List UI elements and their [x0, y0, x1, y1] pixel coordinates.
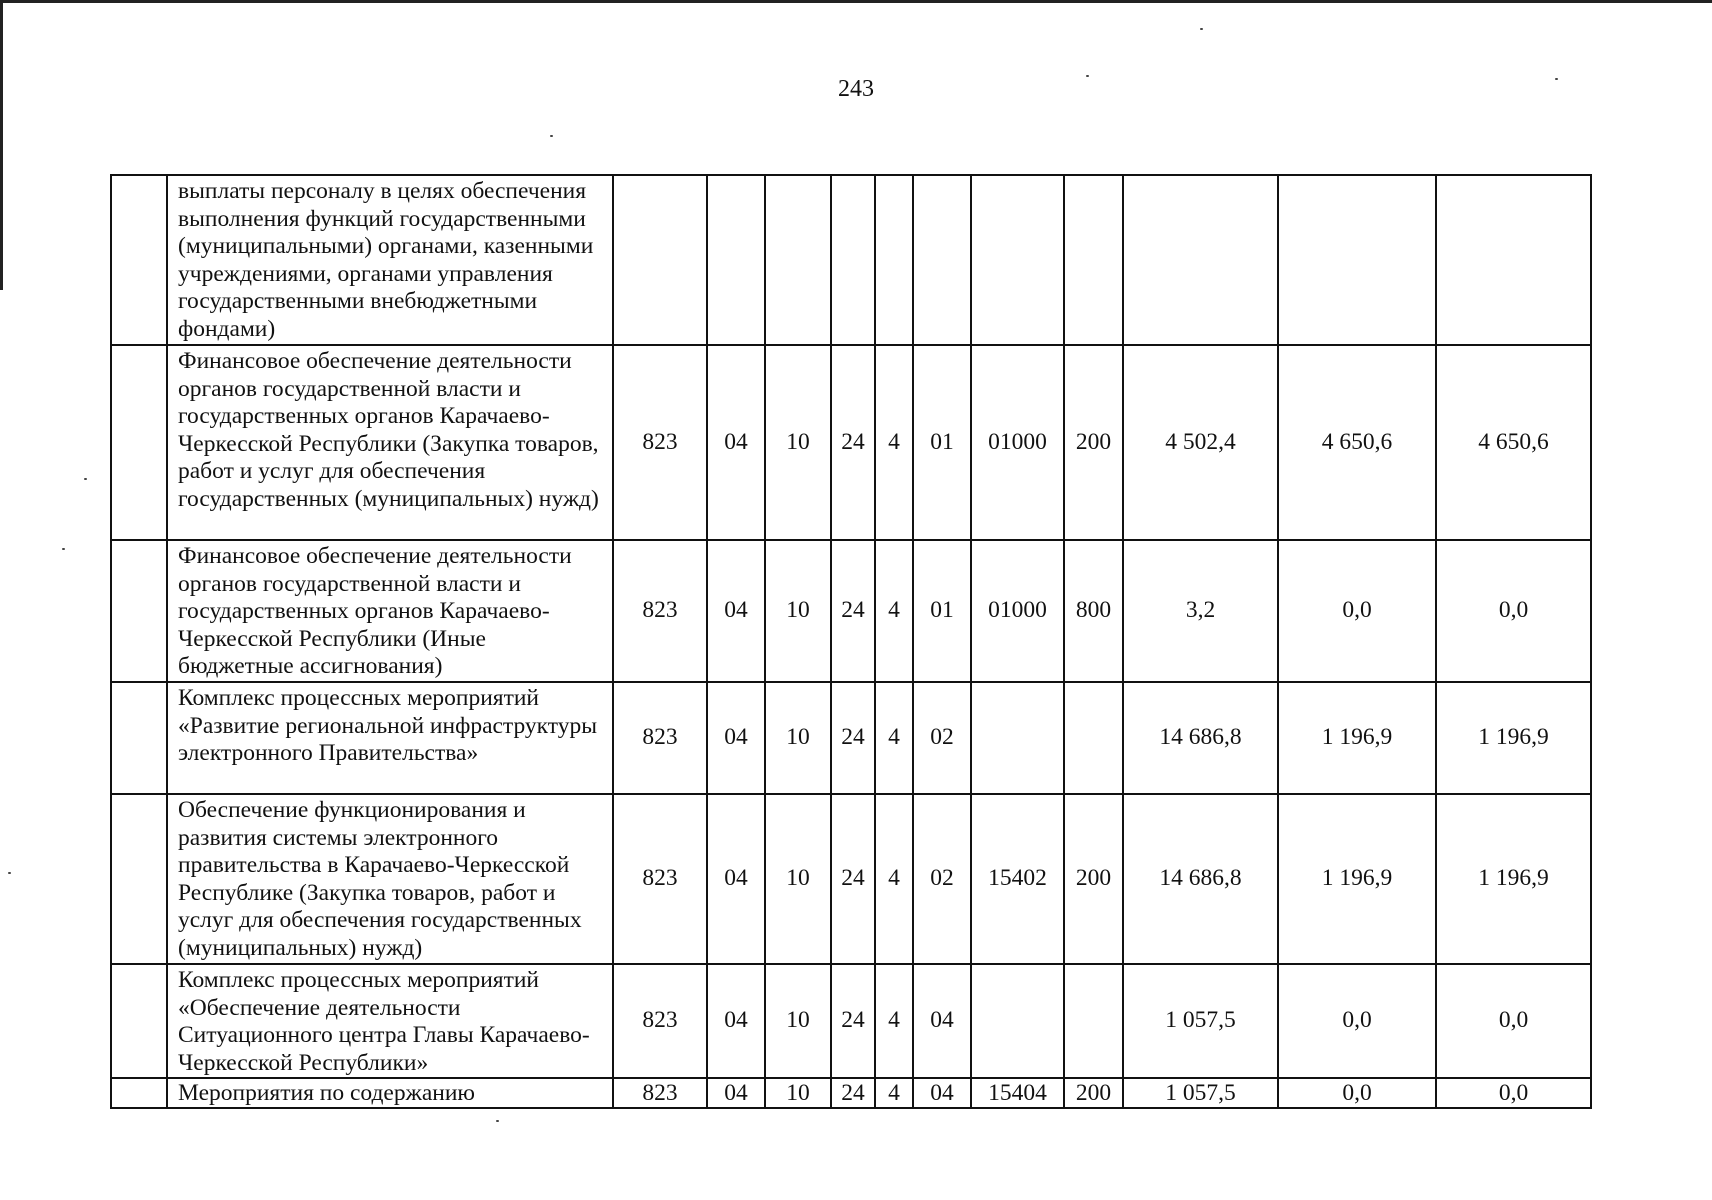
section-code-cell: 04: [707, 964, 765, 1078]
amount-3-cell: 0,0: [1436, 964, 1591, 1078]
ministry-code-cell: 823: [613, 682, 707, 794]
expense-type-cell: 200: [1064, 794, 1123, 964]
type-code-cell: [875, 175, 913, 345]
description-cell: Мероприятия по содержанию: [167, 1078, 613, 1108]
amount-2-cell: 1 196,9: [1278, 682, 1436, 794]
ministry-code-cell: 823: [613, 794, 707, 964]
ministry-code-cell: 823: [613, 964, 707, 1078]
scan-speck: [550, 135, 553, 137]
scan-speck: [496, 1120, 499, 1122]
scan-speck: [1200, 28, 1203, 30]
amount-3-cell: [1436, 175, 1591, 345]
expense-type-cell: 200: [1064, 345, 1123, 540]
expense-type-cell: [1064, 682, 1123, 794]
direction-code-cell: 01000: [971, 540, 1064, 682]
table-row: [111, 175, 1591, 345]
table-row: [111, 964, 1591, 1078]
row-number-cell: [111, 794, 167, 964]
item-code-cell: [913, 175, 971, 345]
section-code-cell: 04: [707, 1078, 765, 1108]
amount-2-cell: 0,0: [1278, 540, 1436, 682]
amount-1-cell: 1 057,5: [1123, 964, 1278, 1078]
type-code-cell: 4: [875, 540, 913, 682]
scan-speck: [1086, 75, 1089, 77]
direction-code-cell: 15402: [971, 794, 1064, 964]
amount-1-cell: 4 502,4: [1123, 345, 1278, 540]
subsection-code-cell: 10: [765, 682, 831, 794]
program-code-cell: 24: [831, 964, 875, 1078]
program-code-cell: [831, 175, 875, 345]
row-number-cell: [111, 682, 167, 794]
direction-code-cell: 01000: [971, 345, 1064, 540]
program-code-cell: 24: [831, 540, 875, 682]
ministry-code-cell: 823: [613, 540, 707, 682]
ministry-code-cell: [613, 175, 707, 345]
table-row: [111, 794, 1591, 964]
table-row: [111, 345, 1591, 540]
table-row: [111, 1078, 1591, 1108]
amount-3-cell: 0,0: [1436, 1078, 1591, 1108]
scan-edge-top: [0, 0, 1712, 3]
amount-1-cell: 14 686,8: [1123, 794, 1278, 964]
amount-2-cell: 0,0: [1278, 1078, 1436, 1108]
amount-1-cell: 1 057,5: [1123, 1078, 1278, 1108]
page-number: 243: [838, 76, 874, 102]
description-cell: выплаты персоналу в целях обеспечения выполнения функций государственными (муниципальными) органами, казенными учреждениями, органами управления государственными внебюджетными фондами): [167, 175, 613, 345]
description-cell: Комплекс процессных мероприятий «Обеспечение деятельности Ситуационного центра Главы Карачаево-Черкесской Республики»: [167, 964, 613, 1078]
type-code-cell: 4: [875, 682, 913, 794]
program-code-cell: 24: [831, 345, 875, 540]
section-code-cell: 04: [707, 794, 765, 964]
description-cell: Финансовое обеспечение деятельности органов государственной власти и государственных органов Карачаево-Черкесской Республики (Иные бюджетные ассигнования): [167, 540, 613, 682]
direction-code-cell: [971, 175, 1064, 345]
amount-2-cell: 1 196,9: [1278, 794, 1436, 964]
expense-type-cell: 200: [1064, 1078, 1123, 1108]
row-number-cell: [111, 540, 167, 682]
item-code-cell: 01: [913, 540, 971, 682]
scan-speck: [62, 548, 65, 550]
item-code-cell: 01: [913, 345, 971, 540]
scan-speck: [84, 478, 87, 480]
table-row: [111, 682, 1591, 794]
amount-1-cell: [1123, 175, 1278, 345]
ministry-code-cell: 823: [613, 345, 707, 540]
type-code-cell: 4: [875, 964, 913, 1078]
description-cell: Комплекс процессных мероприятий «Развитие региональной инфраструктуры электронного Правительства»: [167, 682, 613, 794]
amount-3-cell: 1 196,9: [1436, 794, 1591, 964]
section-code-cell: 04: [707, 345, 765, 540]
item-code-cell: 04: [913, 964, 971, 1078]
amount-3-cell: 1 196,9: [1436, 682, 1591, 794]
expense-type-cell: [1064, 964, 1123, 1078]
description-cell: Финансовое обеспечение деятельности органов государственной власти и государственных органов Карачаево-Черкесской Республики (Закупка товаров, работ и услуг для обеспечения государственных (муниципальных) нужд): [167, 345, 613, 540]
section-code-cell: 04: [707, 540, 765, 682]
amount-2-cell: 4 650,6: [1278, 345, 1436, 540]
row-number-cell: [111, 964, 167, 1078]
description-cell: Обеспечение функционирования и развития системы электронного правительства в Карачаево-Черкесской Республике (Закупка товаров, работ и услуг для обеспечения государственных (муниципальных) нужд): [167, 794, 613, 964]
expense-type-cell: [1064, 175, 1123, 345]
expense-type-cell: 800: [1064, 540, 1123, 682]
direction-code-cell: [971, 682, 1064, 794]
item-code-cell: 02: [913, 682, 971, 794]
subsection-code-cell: 10: [765, 964, 831, 1078]
program-code-cell: 24: [831, 794, 875, 964]
item-code-cell: 04: [913, 1078, 971, 1108]
amount-3-cell: 4 650,6: [1436, 345, 1591, 540]
amount-3-cell: 0,0: [1436, 540, 1591, 682]
subsection-code-cell: 10: [765, 1078, 831, 1108]
direction-code-cell: [971, 964, 1064, 1078]
amount-2-cell: 0,0: [1278, 964, 1436, 1078]
scan-speck: [8, 872, 11, 874]
subsection-code-cell: 10: [765, 540, 831, 682]
program-code-cell: 24: [831, 1078, 875, 1108]
scan-speck: [1555, 78, 1558, 80]
scan-edge-left: [0, 0, 3, 290]
amount-1-cell: 3,2: [1123, 540, 1278, 682]
section-code-cell: [707, 175, 765, 345]
table-row: [111, 540, 1591, 682]
type-code-cell: 4: [875, 1078, 913, 1108]
budget-table: [110, 174, 1592, 1109]
item-code-cell: 02: [913, 794, 971, 964]
amount-1-cell: 14 686,8: [1123, 682, 1278, 794]
amount-2-cell: [1278, 175, 1436, 345]
row-number-cell: [111, 345, 167, 540]
subsection-code-cell: 10: [765, 794, 831, 964]
subsection-code-cell: [765, 175, 831, 345]
subsection-code-cell: 10: [765, 345, 831, 540]
section-code-cell: 04: [707, 682, 765, 794]
type-code-cell: 4: [875, 794, 913, 964]
row-number-cell: [111, 175, 167, 345]
row-number-cell: [111, 1078, 167, 1108]
ministry-code-cell: 823: [613, 1078, 707, 1108]
program-code-cell: 24: [831, 682, 875, 794]
direction-code-cell: 15404: [971, 1078, 1064, 1108]
type-code-cell: 4: [875, 345, 913, 540]
